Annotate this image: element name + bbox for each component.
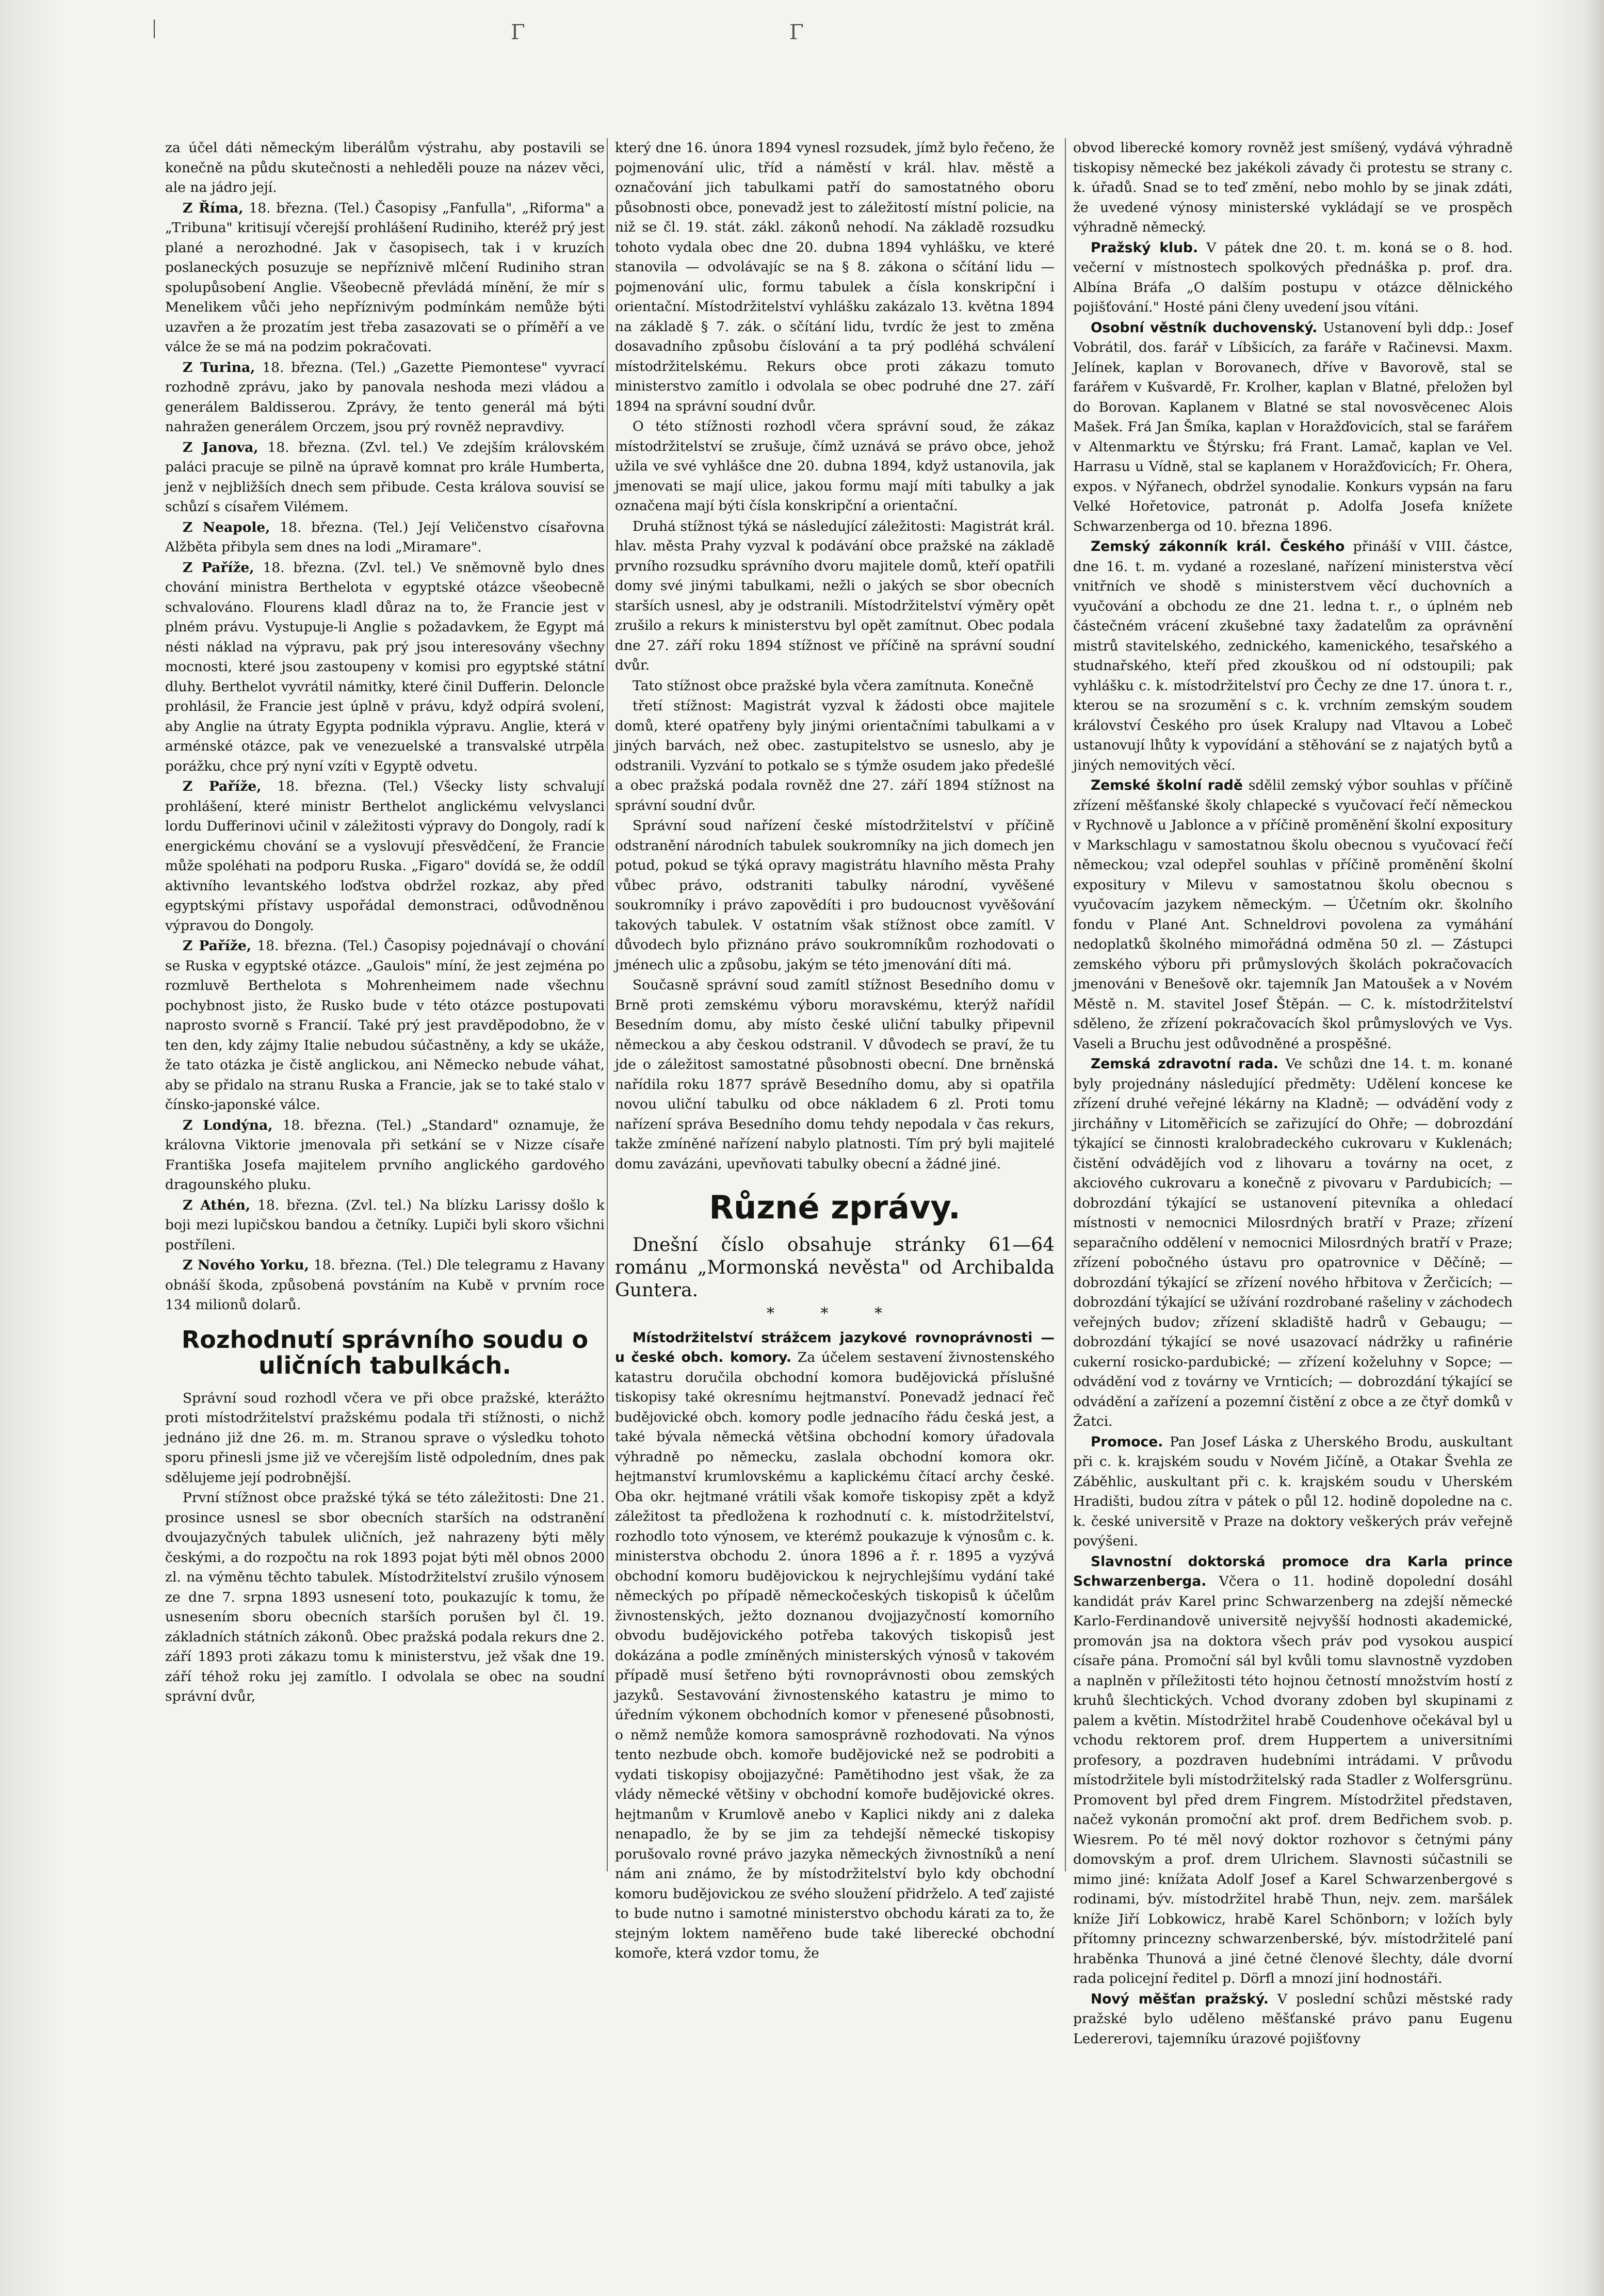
- news-note: [1073, 318, 1513, 537]
- news-text: Ve zdejším královském paláci pracuje se pilně na úpravě komnat pro krále Humberta, jenž v nejbližších dnech sem přibude. Cesta králova souvisí se schůzí s císařem Vilémem.: [165, 439, 605, 515]
- page-edge-shadow: [1580, 0, 1604, 2296]
- news-note: [1073, 1432, 1513, 1552]
- news-date: 18. března.: [263, 559, 346, 576]
- column-rule-1: [607, 138, 608, 1871]
- note-title: Zemská zdravotní rada.: [1091, 1056, 1278, 1072]
- news-note: [1073, 776, 1513, 1054]
- fold-mark-2: Γ: [789, 21, 804, 44]
- dateline: Z Turina,: [183, 359, 255, 376]
- news-text: Dle telegramu z Havany obnáší škoda, způsobená povstáním na Kubě v prvním roce 134 milionů dolarů.: [165, 1257, 605, 1313]
- fold-mark-1: Γ: [511, 21, 525, 44]
- announcement: Dnešní číslo obsahuje stránky 61—64 románu „Mormonská nevěsta" od Archibalda Guntera.: [615, 1234, 1055, 1301]
- dateline: Z Paříže,: [183, 559, 254, 576]
- article-paragraph: Tato stížnost obce pražské byla včera zamítnuta. Konečně: [633, 677, 1034, 694]
- dateline: Z Neapole,: [183, 519, 270, 535]
- dateline: Z Paříže,: [183, 778, 262, 794]
- section-heading: Různé zprávy.: [709, 1188, 961, 1226]
- article-paragraph: obvod liberecké komory rovněž jest smíšený, vydává výhradně tiskopisy německé bez jakékoli závady či protestu se strany c. k. úřadů. Snad se to teď změní, nebo mohlo by se jinak zdáti, že uvedené výnosy ministerské vykládají se ve prospěch výhradně německý.: [1073, 140, 1513, 235]
- note-text: přináší v VIII. částce, dne 16. t. m. vydané a rozeslané, nařízení ministerstva věcí vnitřních ve shodě s ministerstvem věcí duchovních a vyučování a obchodu ze dne 21. ledna t. r., o úplném neb částečném vrácení zkušebné taxy žadatelům za oprávnění mistrů stavitelského, zednického, kamenického, tesařského a studnařského, kteří před zkouškou od ní odstoupili; pak vyhlášku c. k. místodržitelství pro Čechy ze dne 17. února t. r., kterou se na srozumění s c. k. vrchním zemským soudem království Českého pro úsek Kralupy nad Vltavou a Lobeč ustanovují lhůty k vypovídání a stěhování se z najatých bytů a jiných nemovitých věcí.: [1073, 539, 1513, 773]
- intro-paragraph: za účel dáti německým liberálům výstrahu, aby postavili se konečně na půdu skutečnosti a nehleděli pouze na název věci, ale na jádro její.: [165, 140, 605, 196]
- news-text: Časopisy pojednávají o chování se Ruska v egyptské otázce. „Gaulois" míní, že jest zejména po rozmluvě Berthelota s Mohrenheimem nade všechnu pochybnost jisto, že Rusko bude v této otázce postupovati naprosto svorně s Francií. Také prý jest pravděpodobno, že v ten den, kdy zájmy Italie nebudou súčastněny, a kdy se ukáže, že tato otázka je čistě anglickou, ani Německo nebude váhat, aby se přidalo na stranu Ruska a Francie, jak se to také stalo v čínsko-japonské válce.: [165, 938, 605, 1113]
- article-paragraph: Správní soud nařízení české místodržitelství v příčině odstranění národních tabulek soukromníky na jich domech jen potud, pokud se týká opravy magistrátu hlavního města Prahy vůbec právo, odstraniti tabulky národní, vyvěšené soukromníky i právo zapovědíti i pro budoucnost vyvěšování takových tabulek. V ostatním však stížnost obce zamítl. V důvodech bylo přiznáno právo soukromníkům rozhodovati o jménech ulic a způsobu, jakým se této jmenování díti má.: [615, 818, 1055, 973]
- news-date: 18. března.: [262, 359, 344, 376]
- dateline: Z Říma,: [183, 200, 244, 216]
- news-item: [165, 777, 605, 936]
- news-date: 18. března.: [277, 778, 367, 794]
- note-text: Za účelem sestavení živnostenského katastru doručila obchodní komora budějovická příslušné tiskopisy také okresnímu hejtmanství. Ponevadž jednací řeč budějovické obch. komory podle jednacího řádu česká jest, a také bývala německá většina obchodní komory úřadovala výhradně po německu, zaslala obchodní komora okr. hejtmanství krumlovskému a kaplickému čítací archy české. Oba okr. hejtmané vrátili však komoře tiskopisy zpět a když záležitost ta předložena k rozhodnutí c. k. místodržitelství, rozhodlo toto výnosem, ve kterémž poukazuje k výnosům c. k. ministerstva obchodu 2. února 1896 a ř. r. 1895 a vyzývá obchodní komoru budějovickou k nejrychlejšímu vydání také německých po případě německočeských tiskopisů k účelům živnostenských, ježto doznanou dvojjazyčností komorního obvodu budějovického potřeba takových tiskopisů jest dokázána a podle zmíněných ministerských výnosů v takovém případě musí šetřeno býti rovnoprávnosti obou zemských jazyků. Sestavování živnostenského katastru je mimo to úředním výkonem obchodních komor v přenesené působnosti, o němž nemůže komora samosprávně rozhodovati. Na výnos tento nezbude obch. komoře budějovické než se podrobiti a vydati tiskopisy obojjazyčné: Pamětihodno jest však, že za vlády německé většiny v obchodní komoře budějovické okres. hejtmanům v Krumlově anebo v Kaplici nikdy ani z daleka nenapadlo, že by se jim za tehdejší německé tiskopisy porušovalo rovné právo jazyka německých živnostníků a není nám ani známo, že by místodržitelství bylo kdy obchodní komoru budějovickou ze svého sloužení přidrželo. A teď zajisté to bude nutno i samotné ministerstvo obchodu kárati za to, že stejným loktem naměřeno bude také liberecké obchodní komoře, která vzdor tomu, že: [615, 1349, 1055, 1961]
- news-source: (Tel.): [372, 519, 409, 535]
- news-date: 18. března.: [249, 200, 329, 216]
- column-rule-2: [1065, 138, 1066, 1871]
- column-3: [1073, 138, 1513, 2047]
- note-text: Pan Josef Láska z Uherského Brodu, auskultant při c. k. krajském soudu v Novém Jičíně, a Otakar Švehla ze Záběhlic, auskultant při c. k. krajském soudu v Uherském Hradišti, budou zítra v pátek o půl 12. hodině dopoledne na c. k. české universitě v Praze na doktory veškerých práv veřejně povýšeni.: [1073, 1434, 1513, 1549]
- news-source: (Tel.): [382, 778, 418, 794]
- news-item: [165, 936, 605, 1115]
- note-text: V pátek dne 20. t. m. koná se o 8. hod. večerní v místnostech spolkových přednáška p. prof. dra. Albína Bráfa „O dalším postupu v otázce dělnického pojišťování." Hosté páni členy uvedení jsou vítáni.: [1073, 239, 1513, 315]
- news-item: [165, 438, 605, 517]
- dateline: Z Nového Yorku,: [183, 1257, 309, 1273]
- news-item: [165, 518, 605, 558]
- note-title: Osobní věstník duchovenský.: [1091, 319, 1318, 336]
- news-item: [165, 199, 605, 357]
- column-2: [615, 138, 1055, 1961]
- news-date: 18. března.: [257, 1197, 338, 1213]
- note-text: V poslední schůzi městské rady pražské bylo uděleno měšťanské právo panu Eugenu Ledererovi, tajemníku úrazové pojišťovny: [1073, 1991, 1513, 2047]
- note-text: Ve schůzi dne 14. t. m. konané byly projednány následující předměty: Udělení koncese ke zřízení druhé veřejné lékárny na Kladně; — odvádění vody z jircháňny v Litoměřicích se zařizující do Ohře; — dobrozdání týkající se činnosti kralobradeckého cukrovaru v Kuklenách; čistění odvádějích vod z lihovaru a továrny na ocet, z akciového cukrovaru a konečně z pivovaru v Pardubicích; — dobrozdání týkající se ustanovení pitevníka a ohledací místnosti v nemocnici Milosrdných bratří v Praze; zřízení separačního oddělení v nemocnici Milosrdných bratří v Praze; zřízení pobočného ústavu pro opatrovnice v Děčíně; — dobrozdání týkající se zřízení nového hřbitova v Žerčicích; — dobrozdání týkající se užívání rozdrobané rašeliny v záchodech veřejných budov; zřízení skladiště hadrů v Gebaugu; — dobrozdání týkající se nové usazovací nádržky u rafinérie cukerní rosicko-pardubické; — zřízení koželuhny v Sopce; — odvádění vod z továrny ve Vrnticích; — dobrozdání týkající se odvádění a zařízení a pozemní čistění z obce a ze čtyř domků v Žatci.: [1073, 1056, 1513, 1429]
- dateline: Z Paříže,: [183, 938, 252, 954]
- news-source: (Tel.): [333, 200, 369, 216]
- separator-stars-icon: * * *: [766, 1305, 903, 1323]
- news-source: (Tel.): [396, 1257, 432, 1273]
- news-note: [1073, 238, 1513, 318]
- news-source: (Tel.): [376, 1117, 412, 1133]
- note-title: Zemský zákonník král. Českého: [1091, 539, 1345, 555]
- news-text: Všecky listy schvalují prohlášení, které ministr Berthelot anglickému velvyslanci lordu Dufferinovi učinil v záležitosti výpravy do Dongoly, radí k energickému chování se a vyslovují přesvědčení, že Francie může spoléhati na podporu Ruska. „Figaro" dovídá se, že oddíl aktivního levantského loďstva obdržel rozkaz, aby před egyptskými přístavy uspořádal demonstraci, odůvodněnou výpravou do Dongoly.: [165, 778, 605, 934]
- article-paragraph: třetí stížnost: Magistrát vyzval k žádosti obce majitele domů, které opatřeny byly jinými orientačními tabulkami a v jiných barvách, než obec. zastupitelstvo se usneslo, aby je odstranili. Vyzvání to potkalo se s týmže osudem jako předešlé a obec pražská podala rovněž dne 27. září 1894 stížnost na správní soudní dvůr.: [615, 698, 1055, 813]
- article-paragraph: Druhá stížnost týká se následující záležitosti: Magistrát král. hlav. města Prahy vyzval k podávání obce pražské na základě prvního rozsudku správního dvoru majitele domů, kteří opatřili domy své jinými tabulkami, nežli o jakých se sbor obecních starších usnesl, aby je odstranili. Místodržitelství výměry opět zrušilo a rekurs k ministerstvu byl opět zamítnut. Obec podala dne 27. září roku 1894 stížnost ve příčině na správní soudní dvůr.: [615, 518, 1055, 673]
- note-text: Včera o 11. hodině dopolední dosáhl kandidát práv Karel princ Schwarzenberg na zdejší německé Karlo-Ferdinandově universitě nejvyšší hodnosti akademické, promován jsa na doktora všech práv pod vysokou auspicí císaře pána. Promoční sál byl kvůli tomu slavnostně vyzdoben a naplněn v příležitosti této hojnou četností množstvím hostí z kruhů šlechtických. Vchod dvorany zdoben byl skupinami z palem a květin. Místodržitel hrabě Coudenhove očekával byl u vchodu rektorem prof. drem Huppertem a universitními profesory, a pozdraven hudebními intrádami. V průvodu místodržitele byli místodržitelský rada Stadler z Wolfersgrünu. Promovent byl před drem Fingrem. Místodržitel představen, načež vykonán promoční akt prof. drem Bedřichem svob. p. Wiesrem. Po té měl nový doktor rozhovor s četnými pány domovským a prof. drem Ulrichem. Slavnosti súčastnili se mimo jiné: knížata Adolf Josef a Karel Schwarzenbergové s rodinami, býv. místodržitel hrabě Thun, nejv. zem. maršálek kníže Jiří Lobkowicz, hrabě Karel Schönborn; v ložích byly přítomny princezny schwarzenberské, býv. místodržitelé paní hraběnka Thunová a jiné četné členové šlechty, dále dvorní rada policejní ředitel p. Dörfl a mnozí jiní hodnostáři.: [1073, 1573, 1513, 1986]
- news-item: [165, 558, 605, 777]
- news-text: „Standard" oznamuje, že královna Viktorie jmenovala při setkání se v Nizze císaře Františka Josefa majitelem prvního anglického gardového dragounského pluku.: [165, 1117, 605, 1193]
- news-text: Časopisy „Fanfulla", „Riforma" a „Tribuna" kritisují včerejší prohlášení Rudiniho, kteréž prý jest plané a nerozhodné. Jak v časopisech, tak i v kruzích poslaneckých posuzuje se nepříznivě mlčení Rudiniho stran spolupůsobení Anglie. Všeobecně převládá mínění, že mír s Menelikem vůči jeho nepříznivým podmínkám nemůže býti uzavřen a že prozatím jest třeba zasazovati se o příměří a ve válce že se má na podzim pokračovati.: [165, 200, 605, 355]
- news-date: 18. března.: [267, 439, 351, 455]
- dateline: Z Janova,: [183, 439, 258, 455]
- news-item: [165, 358, 605, 437]
- note-text: sdělil zemský výbor souhlas v příčině zřízení měšťanské školy chlapecké s vyučovací řečí německou v Rychnově u Jablonce a v příčině proměnění školní expositury v Markschlagu v samostatnou školu obecnou s vyučovací řečí německou; vzal odepřel souhlas v příčině proměnění školní expositury v Milevu v samostatnou školu obecnou s vyučovacím jazykem německým. — Účetním okr. školního fondu v Plané Ant. Schneldrovi povolena za vymáhání nedoplatků školného mimořádná odměna 50 zl. — Zástupci zemského výboru při průmyslových školách pokračovacích jmenováni v Benešově okr. tajemník Jan Matoušek a v Novém Městě n. M. stavitel Josef Štěpán. — C. k. místodržitelství sděleno, že zřízení pokračovacích škol průmyslových ve Vys. Vaseli a Bruchu jest odůvodněné a prospěšné.: [1073, 777, 1513, 1052]
- news-source: (Zvl. tel.): [360, 439, 428, 455]
- news-source: (Tel.): [342, 938, 378, 954]
- note-title: Promoce.: [1091, 1434, 1163, 1450]
- news-source: (Zvl. tel.): [354, 559, 422, 576]
- news-item: [165, 1116, 605, 1195]
- article-paragraph: Současně správní soud zamítl stížnost Besedního domu v Brně proti zemskému výboru moravskému, kterýž nařídil Besedním domu, aby místo české uliční tabulky připevnil německou a aby českou odstranil. V důvodech se praví, že tu jde o záležitost samostatné působnosti obecní. Dne brněnská nařídila roku 1877 správě Besedního domu, aby si opatřila novou uliční tabulku od obce nákladem 6 zl. Proti tomu nařízení správa Besedního domu tehdy nepodala v čas rekurs, takže zmíněné nařízení nabylo platnosti. Tím prý byli majitelé domu zavázáni, upevňovati tabulky obecní a žádné jiné.: [615, 977, 1055, 1172]
- news-text: Na blízku Larissy došlo k boji mezi lupičskou bandou a četníky. Lupiči byli skoro všichni postříleni.: [165, 1197, 605, 1253]
- news-note: [1073, 1054, 1513, 1432]
- note-title: Nový měšťan pražský.: [1091, 1991, 1269, 2007]
- news-date: 18. března.: [282, 1117, 366, 1133]
- note-title: Zemské školní radě: [1091, 777, 1243, 793]
- article-heading: Rozhodnutí správního soudu o uličních tabulkách.: [181, 1325, 589, 1379]
- news-note: [615, 1328, 1055, 1964]
- news-date: 18. března.: [280, 519, 363, 535]
- article-paragraph: První stížnost obce pražské týká se této záležitosti: Dne 21. prosince usnesl se sbor obecních starších na odstranění dvoujazyčných tabulek uličních, jež nahrazeny býti měly českými, a do rozpočtu na rok 1893 pojat býti měl obnos 2000 zl. na výměnu těchto tabulek. Místodržitelství zrušilo výnosem ze dne 7. srpna 1893 usnesení toto, poukazujíc k tomu, že usnesením sboru obecních starších porušen byl čl. 19. základních státních zákonů. Obec pražská podala rekurs dne 2. září 1893 proti zákazu tomu k ministerstvu, jež však dne 19. září téhož roku jej zamítlo. I odvolala se obec na soudní správní dvůr,: [165, 1490, 605, 1704]
- top-corner-mark: [154, 20, 155, 38]
- note-title: Slavnostní doktorská promoce dra Karla prince Schwarzenberga.: [1073, 1553, 1513, 1589]
- dateline: Z Athén,: [183, 1197, 251, 1213]
- dateline: Z Londýna,: [183, 1117, 273, 1133]
- article-paragraph: O této stížnosti rozhodl včera správní soud, že zákaz místodržitelství se zrušuje, čímž uznává se právo obce, jehož užila ve své vyhlášce dne 20. dubna 1894, když ustanovila, jak jmenovati se mají ulice, jakou formu mají míti tabulky a jak označena mají býti čísla konskripční a orientační.: [615, 418, 1055, 514]
- column-1: [165, 138, 605, 1892]
- article-paragraph: Správní soud rozhodl včera ve při obce pražské, kterážto proti místodržitelství pražskému podala tři stížnosti, o nichž jednáno již dne 26. m. m. Stranou sprave o výsledku tohoto sporu přinesli jsme již ve včerejším listě odpoledním, dnes pak sdělujeme její podrobnější.: [165, 1390, 605, 1486]
- note-text: Ustanovení byli ddp.: Josef Vobrátil, dos. farář v Líbšicích, za faráře v Račinevsi. Maxm. Jelínek, kaplan v Borovanech, dříve v Bavorově, stal se farářem v Kušvardě, Fr. Krolher, kaplan v Blatné, přeložen byl do Borovan. Kaplanem v Blatné se stal novosvěcenec Alois Mašek. Frá Jan Šmíka, kaplan v Horažďovicích, stal se farářem v Altenmarktu ve Štýrsku; frá Frant. Lamač, kaplan ve Vel. Harrasu u Vídně, stal se kaplanem v Horažďovicích; Fr. Ohera, expos. v Nýřanech, obdržel synodalie. Konkurs vypsán na faru Velké Hořetovice, patronát p. Adolfa Josefa knížete Schwarzenberga od 10. března 1896.: [1073, 319, 1513, 534]
- news-item: [165, 1196, 605, 1256]
- news-note: [1073, 537, 1513, 775]
- news-date: 18. března.: [257, 938, 337, 954]
- news-text: „Gazette Piemontese" vyvrací rozhodně zprávu, jako by panovala neshoda mezi vládou a generálem Baldisserou. Zprávy, že tento generál má býti nahražen generálem Orczem, jsou prý rovněž nepravdivy.: [165, 359, 605, 435]
- news-note: [1073, 1990, 1513, 2049]
- note-title: Pražský klub.: [1091, 239, 1198, 256]
- news-item: [165, 1256, 605, 1315]
- news-date: 18. března.: [313, 1257, 392, 1273]
- news-source: (Tel.): [350, 359, 386, 376]
- article-paragraph: který dne 16. února 1894 vynesl rozsudek, jímž bylo řečeno, že pojmenování ulic, tříd a náměstí v král. hlav. městě a označování jich tabulkami patří do samostatného oboru působnosti obce, ponevadž jest to záležitostí místní policie, na niž se čl. 19. stát. zákl. zákonů nehodí. Na základě rozsudku tohoto vydala obec dne 20. dubna 1894 vyhlášku, ve které stanovila — odvolávajíc se na § 8. zákona o sčítání lidu — pojmenování ulic, formu tabulek a čísla konskripční i orientační. Místodržitelství vyhlášku zakázalo 13. května 1894 na základě § 7. zák. o sčítání lidu, tvrdíc že jest to změna dosavadního způsobu číslování a ta prý podléhá schválení místodržitelskému. Rekurs obce proti zákazu tomuto ministerstvo zamítlo i odvolala se obec podruhé dne 27. září 1894 na správní soudní dvůr.: [615, 140, 1055, 414]
- news-text: Její Veličenstvo císařovna Alžběta přibyla sem dnes na lodi „Miramare".: [165, 519, 605, 555]
- news-source: (Zvl. tel.): [345, 1197, 412, 1213]
- news-note: [1073, 1552, 1513, 1989]
- news-text: Ve sněmovně bylo dnes chování ministra Berthelota v egyptské otázce všeobecně schvalováno. Flourens kladl důraz na to, že Francie jest v plném právu. Vystupuje-li Anglie s požadavkem, že Egypt má nésti náklad na výpravu, pak prý jsou interesovány všechny mocnosti, které jsou zastoupeny v komisi pro egyptské státní dluhy. Berthelot vyvrátil námitky, které činil Dufferin. Deloncle prohlásil, že Francie jest úplně v právu, když odpírá svolení, aby Anglie na útraty Egypta podnikla výpravu. Anglie, která v arménské otázce, pak ve venezuelské a transvalské utrpěla porážku, chce prý nyní vzíti v Egyptě odvetu.: [165, 559, 605, 774]
- note-title: Místodržitelství strážcem jazykové rovnoprávnosti — u české obch. komory.: [615, 1329, 1055, 1365]
